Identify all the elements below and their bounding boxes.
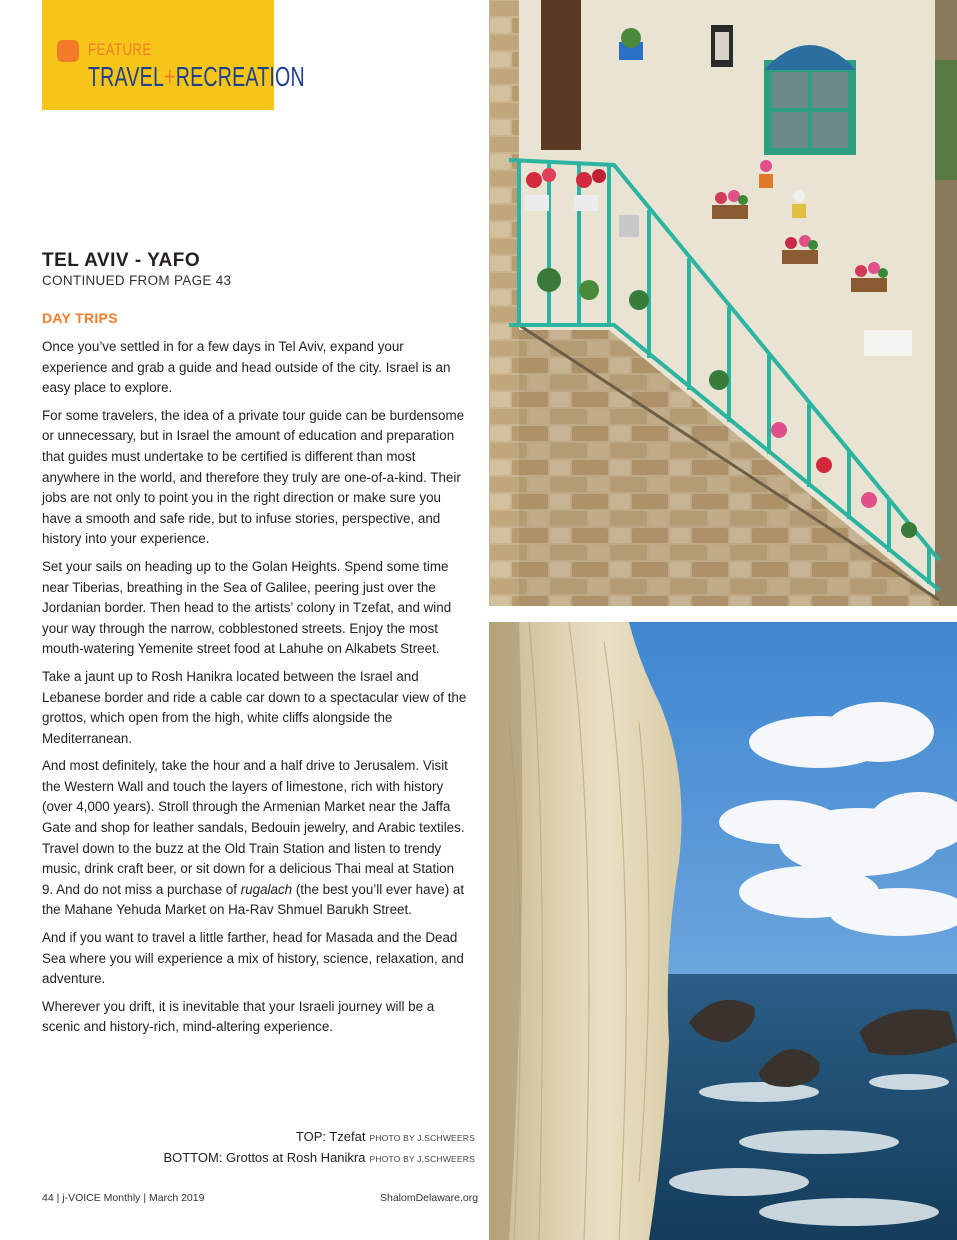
paragraph-3: Set your sails on heading up to the Golan Heights. Spend some time near Tiberias, breathing in the Sea of Galilee, peering just over the Jordanian border. Then head to the artists’ colony in Tzefat, and wind your way through the narrow, cobblestoned streets. Enjoy the most mouth-watering Yemenite street food at Lahuhe on Alkabets Street. xyxy=(42,558,452,657)
photo-tzefat-staircase xyxy=(489,0,957,606)
caption-bottom-label: BOTTOM: Grottos at Rosh Hanikra xyxy=(163,1150,366,1165)
paragraph-4: Take a jaunt up to Rosh Hanikra located between the Israel and Lebanese border and ride a cable car down to a spectacular view of the grottos, which open from the high, white cliffs alongside the Mediterranean. xyxy=(42,668,467,746)
caption-top-label: TOP: Tzefat xyxy=(295,1129,366,1144)
paragraph-5-text-b: (the best you’ll ever have) at the Mahane Yehuda Market on Ha-Rav Shmuel Barukh Street. xyxy=(42,881,465,918)
badge-section-right: RECREATION xyxy=(175,61,305,92)
caption-top xyxy=(163,1127,475,1148)
caption-bottom-credit: PHOTO BY J.SCHWEERS xyxy=(369,1154,475,1164)
paragraph-2: For some travelers, the idea of a private tour guide can be burdensome or unnecessary, but in Israel the amount of education and preparation that guides must undertake to be certified is different than most anywhere in the world, and therefore they truly are one-of-a-kind. Their jobs are not only to point you in the right direction or make sure you have a smooth and safe ride, but to infuse stories, perspective, and history into your experience. xyxy=(42,407,465,547)
badge-kicker: FEATURE xyxy=(88,40,152,59)
paragraph-1: Once you’ve settled in for a few days in Tel Aviv, expand your experience and grab a guide and head outside of the city. Israel is an easy place to explore. xyxy=(42,339,451,396)
tzefat-illustration xyxy=(489,0,957,606)
photo-captions xyxy=(163,1127,475,1169)
caption-top-credit: PHOTO BY J.SCHWEERS xyxy=(369,1133,475,1143)
badge-dot-icon xyxy=(57,40,79,62)
paragraph-5 xyxy=(42,756,467,921)
continued-from: CONTINUED FROM PAGE 43 xyxy=(42,273,232,288)
article-subhead: DAY TRIPS xyxy=(42,310,118,326)
footer-folio: 44 | j-VOICE Monthly | March 2019 xyxy=(42,1192,205,1204)
article-body xyxy=(42,337,467,1045)
badge-section-left: TRAVEL xyxy=(88,61,165,92)
section-badge xyxy=(42,0,305,110)
paragraph-5-text-a: And most definitely, take the hour and a half drive to Jerusalem. Visit the Western Wall and touch the layers of limestone, rich with history (over 4,000 years). Stroll through the Armenian Market near the Jaffa Gate and shop for leather sandals, Bedouin jewelry, and Arabic textiles. Travel down to the buzz at the Old Train Station and listen to trendy music, drink craft beer, or sit down for a delicious Thai meal at Station 9. And do not miss a purchase of xyxy=(42,758,465,897)
article-headline: TEL AVIV - YAFO xyxy=(42,250,201,271)
photo-rosh-hanikra-grottos xyxy=(489,622,957,1240)
badge-plus: + xyxy=(164,61,176,92)
paragraph-7: Wherever you drift, it is inevitable that your Israeli journey will be a scenic and history-rich, mind-altering experience. xyxy=(42,998,435,1035)
caption-bottom xyxy=(163,1148,475,1169)
footer-website: ShalomDelaware.org xyxy=(380,1192,479,1204)
paragraph-5-emphasis: rugalach xyxy=(240,881,293,897)
paragraph-6: And if you want to travel a little farther, head for Masada and the Dead Sea where you will experience a mix of history, science, relaxation, and adventure. xyxy=(42,930,464,987)
rosh-hanikra-illustration xyxy=(489,622,957,1240)
badge-section-title xyxy=(88,62,305,92)
